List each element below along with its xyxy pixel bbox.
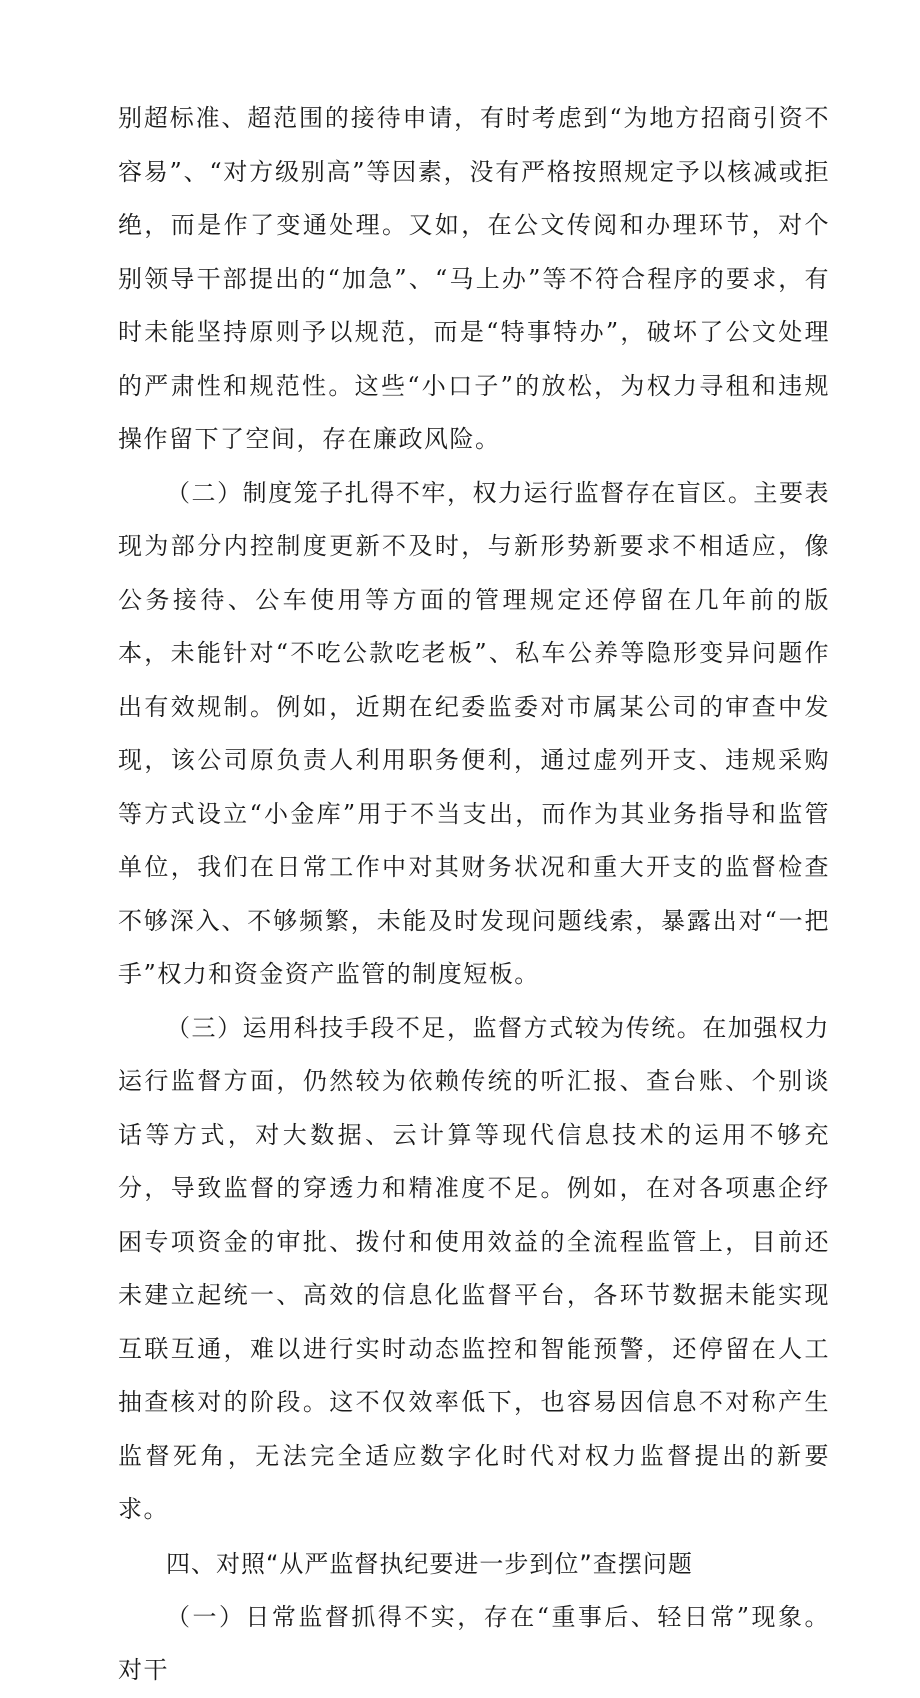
paragraph-section-3: （三）运用科技手段不足，监督方式较为传统。在加强权力运行监督方面，仍然较为依赖传统的听汇报、查台账、个别谈话等方式，对大数据、云计算等现代信息技术的运用不够充分，导致监督的穿透力和精准度不足。例如，在对各项惠企纾困专项资金的审批、拨付和使用效益的全流程监管上，目前还未建立起统一、高效的信息化监督平台，各环节数据未能实现互联互通，难以进行实时动态监控和智能预警，还停留在人工抽查核对的阶段。这不仅效率低下，也容易因信息不对称产生监督死角，无法完全适应数字化时代对权力监督提出的新要求。 xyxy=(118,1013,830,1523)
document-body xyxy=(118,92,830,1698)
paragraph-section-2: （二）制度笼子扎得不牢，权力运行监督存在盲区。主要表现为部分内控制度更新不及时，与新形势新要求不相适应，像公务接待、公车使用等方面的管理规定还停留在几年前的版本，未能针对“不吃公款吃老板”、私车公养等隐形变异问题作出有效规制。例如，近期在纪委监委对市属某公司的审查中发现，该公司原负责人利用职务便利，通过虚列开支、违规采购等方式设立“小金库”用于不当支出，而作为其业务指导和监管单位，我们在日常工作中对其财务状况和重大开支的监督检查不够深入、不够频繁，未能及时发现问题线索，暴露出对“一把手”权力和资金资产监管的制度短板。 xyxy=(118,478,830,988)
section-heading: 四、对照“从严监督执纪要进一步到位”查摆问题 xyxy=(166,1549,693,1578)
paragraph-section-4-1: （一）日常监督抓得不实，存在“重事后、轻日常”现象。对干 xyxy=(118,1602,830,1684)
paragraph-continuation: 别超标准、超范围的接待申请，有时考虑到“为地方招商引资不容易”、“对方级别高”等因素，没有严格按照规定予以核减或拒绝，而是作了变通处理。又如，在公文传阅和办理环节，对个别领导干部提出的“加急”、“马上办”等不符合程序的要求，有时未能坚持原则予以规范，而是“特事特办”，破坏了公文处理的严肃性和规范性。这些“小口子”的放松，为权力寻租和违规操作留下了空间，存在廉政风险。 xyxy=(118,104,830,453)
